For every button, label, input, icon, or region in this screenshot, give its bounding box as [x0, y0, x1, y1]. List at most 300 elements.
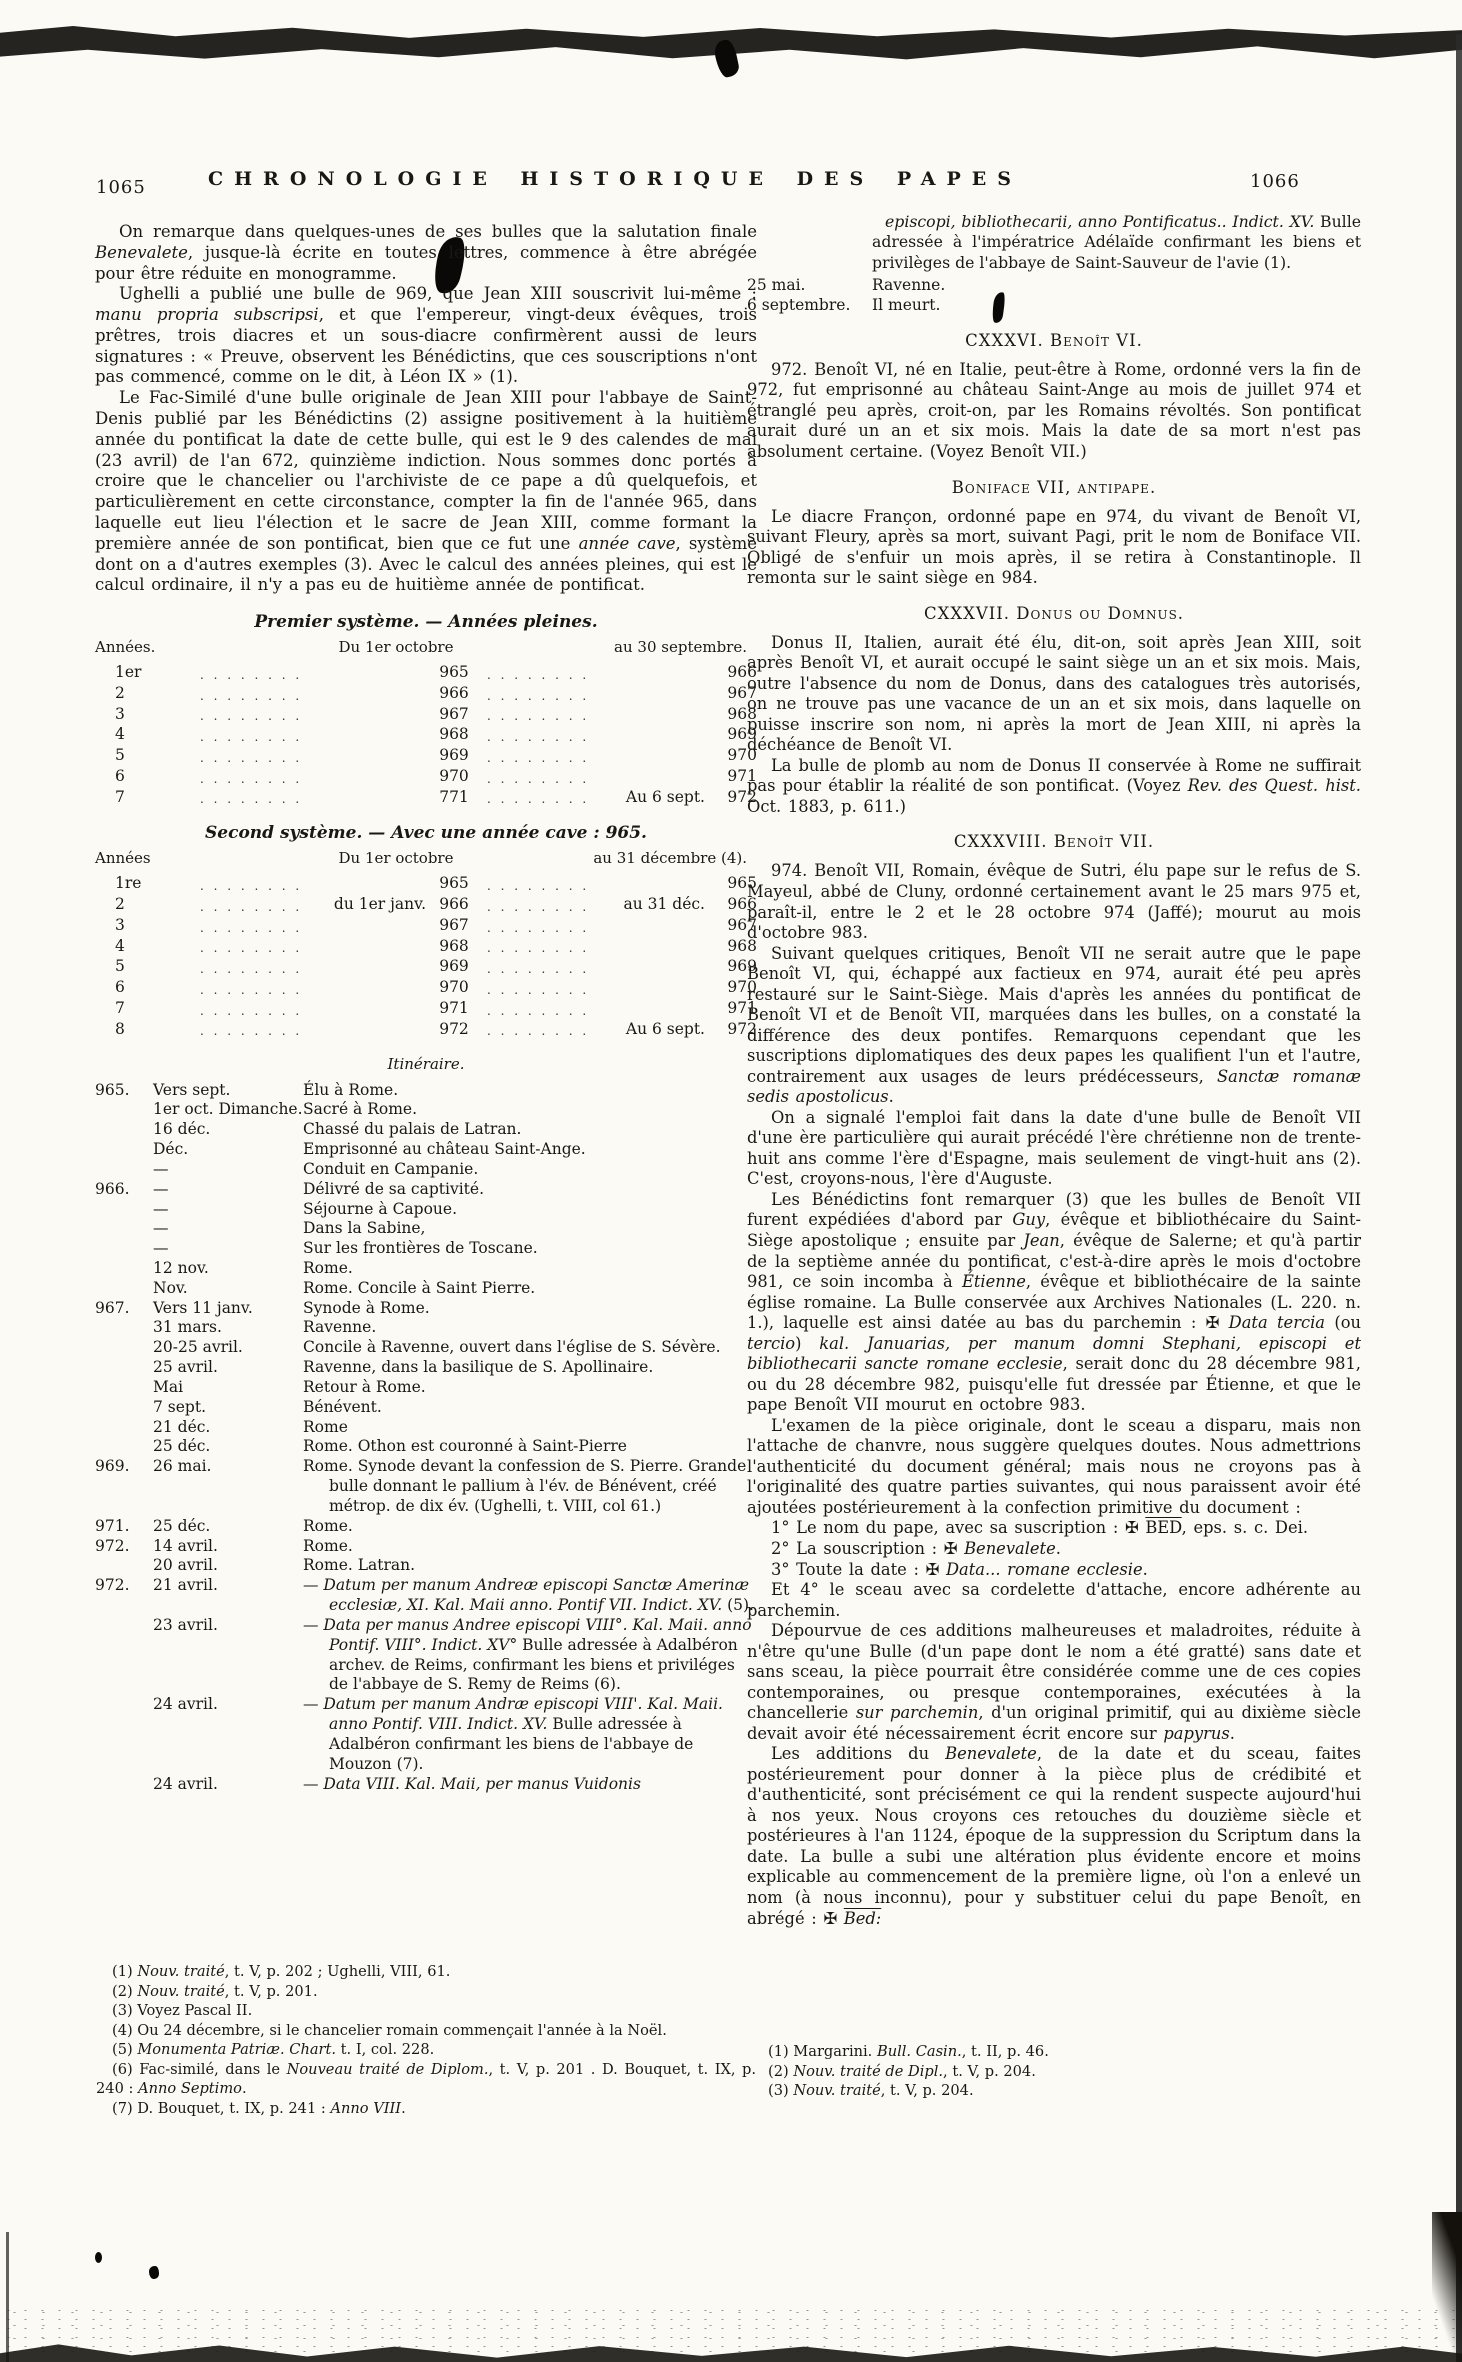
itinerary-date: —: [153, 1179, 169, 1198]
itinerary-row: [95, 1358, 757, 1378]
itinerary-year: [95, 1338, 153, 1358]
table1-header-row: [95, 638, 757, 656]
itinerary-date: 20 avril.: [153, 1556, 218, 1575]
dot-leader: [195, 791, 306, 807]
footnote: (7) D. Bouquet, t. IX, p. 241 : Anno VIII.: [112, 2099, 406, 2117]
ink-speck: [95, 2252, 102, 2263]
table-cell-mid-note: [306, 977, 426, 998]
dot-leader: [482, 899, 593, 915]
table-cell-to-year: 965: [727, 874, 757, 893]
table-cell-mid-note: [306, 1019, 426, 1040]
table-cell-end-note: [593, 766, 705, 787]
page-title: CHRONOLOGIE HISTORIQUE DES PAPES: [207, 168, 1023, 190]
dot-leader: [482, 982, 593, 998]
table-cell-year-number: 1er: [115, 663, 142, 682]
footnote: (1) Margarini. Bull. Casin., t. II, p. 46.: [768, 2043, 1049, 2060]
section-heading: CXXXVIII. Benoît VII.: [953, 832, 1155, 852]
itinerary-date: 24 avril.: [153, 1774, 218, 1793]
itinerary-description: Élu à Rome.: [303, 1080, 399, 1099]
itinerary-row: [95, 1081, 757, 1101]
itinerary-row: [95, 1398, 757, 1418]
itinerary-date: 25 mai.: [747, 276, 806, 295]
itinerary-year: [95, 1100, 153, 1120]
table-cell-end-note: Au 6 sept.: [625, 1019, 705, 1038]
table-cell-year-number: 5: [115, 957, 125, 976]
table-cell-end-note: [593, 745, 705, 766]
table-cell-year-number: 3: [115, 915, 125, 934]
paragraph: Les Bénédictins font remarquer (3) que les bulles de Benoît VII furent expédiées d'abord par Guy, évêque et bibliothécaire du Saint-Siège apostolique ; ensuite par Jean, évêque de Salerne; et qu'à partir de la septième année du pontificat, c'est-à-dire après le mois d'octobre 981, ce soin incomba à Étienne, évêque et bibliothécaire de la sainte église romaine. La Bulle conservée aux Archives Nationales (L. 220. n. 1.), laquelle est ainsi datée au bas du parchemin : ✠ Data tercia (ou tercio) kal. Januarias, per manum domni Stephani, episcopi et bibliothecarii sancte romane ecclesie, serait donc du 28 décembre 981, ou du 28 décembre 982, puisqu'elle fut dressée par Étienne, et que le pape Benoît VII mourut en octobre 983.: [747, 1189, 1361, 1415]
pope-section: [747, 832, 1361, 1929]
itinerary-description: Rome: [303, 1417, 348, 1436]
itinerary-year: 965.: [95, 1080, 130, 1099]
dot-leader: [482, 791, 593, 807]
itinerary-date: 21 avril.: [153, 1576, 218, 1595]
itinerary-year: [95, 1418, 153, 1438]
table-row: [95, 1019, 757, 1040]
pope-sections: [747, 331, 1361, 1929]
table-cell-year-number: 6: [115, 766, 125, 785]
itinerary-row: [95, 1239, 757, 1259]
table-cell-mid-note: [306, 683, 426, 704]
footnote: (3) Nouv. traité, t. V, p. 204.: [768, 2082, 974, 2100]
dot-leader: [482, 750, 593, 766]
section-heading: Boniface VII, antipape.: [951, 477, 1157, 497]
itinerary-row: [95, 1556, 757, 1576]
table-cell-from-year: 970: [439, 978, 469, 997]
itinerary-description: Rome.: [303, 1259, 353, 1277]
footnotes-right: [752, 2042, 1352, 2101]
itinerary-date: —: [153, 1239, 169, 1258]
table-cell-mid-note: du 1er janv.: [333, 895, 426, 914]
itinerary-title: Itinéraire.: [387, 1054, 465, 1073]
itinerary-row: [95, 1437, 757, 1457]
itinerary-description: Ravenne, dans la basilique de S. Apollinaire.: [303, 1358, 654, 1377]
paragraph: Dépourvue de ces additions malheureuses et maladroites, réduite à n'être qu'une Bulle (d'un pape dont le nom a été gratté) sans date et sans sceau, la pièce pourrait être considérée comme une de ces copies contemporaines, ou presque contemporaines, exécutées à la chancellerie sur parchemin, d'un original primitif, qui au dixième siècle devait avoir été nécessairement écrit encore sur papyrus.: [747, 1621, 1362, 1743]
footnote: (5) Monumenta Patriæ. Chart. t. I, col. 228.: [112, 2041, 435, 2059]
dot-leader: [482, 1023, 593, 1039]
table-row: [95, 873, 757, 894]
table-row: [95, 787, 757, 808]
table-cell-from-year: 966: [439, 683, 469, 702]
table-cell-to-year: 968: [727, 936, 757, 955]
table-cell-mid-note: [306, 724, 426, 745]
table-row: [95, 662, 757, 683]
footnotes-left: [96, 1962, 756, 2118]
itinerary-date: Vers sept.: [153, 1080, 231, 1099]
dot-leader: [195, 1003, 306, 1019]
dot-leader: [482, 1003, 593, 1019]
itinerary-year: [95, 1695, 153, 1774]
paragraph: Ughelli a publié une bulle de 969, que Jean XIII souscrivit lui-même : manu propria subscripsi, et que l'empereur, vingt-deux évêques, trois prêtres, trois diacres et un sous-diacre confirmèrent aussi de leurs signatures : « Preuve, observent les Bénédictins, que ces souscriptions n'ont pas commencé, comme on le dit, à Léon IX » (1).: [95, 284, 757, 387]
itinerary-description: Sacré à Rome.: [303, 1100, 418, 1119]
dot-leader: [195, 982, 306, 998]
itinerary-row: [95, 1695, 757, 1774]
right-column: [747, 212, 1361, 1929]
itinerary-year: [95, 1358, 153, 1378]
table-cell-end-note: [593, 873, 705, 894]
table-cell-end-note: [593, 683, 705, 704]
table-row: [95, 704, 757, 725]
itinerary-date: 12 nov.: [153, 1259, 209, 1277]
itinerary-date: 14 avril.: [153, 1536, 218, 1555]
itinerary-date: 25 déc.: [153, 1516, 211, 1535]
itinerary-date: 31 mars.: [153, 1318, 222, 1337]
table-cell-end-note: Au 6 sept.: [625, 787, 705, 806]
table1-rows: [95, 662, 757, 807]
table-cell-year-number: 1re: [115, 874, 142, 893]
itinerary-description: Synode à Rome.: [303, 1298, 430, 1317]
dot-leader: [195, 1023, 306, 1039]
itinerary-year: [95, 1239, 153, 1259]
itinerary-row: [95, 1537, 757, 1557]
table-cell-year-number: 4: [115, 936, 125, 955]
itinerary-row: [95, 1418, 757, 1438]
itinerary-list: [95, 1081, 757, 1795]
paragraph: 974. Benoît VII, Romain, évêque de Sutri, élu pape sur le refus de S. Mayeul, abbé de Cluny, ordonné certainement avant le 25 mars 975 et, paraît-il, entre le 2 et le 28 octobre 974 (Jaffé); mourut au mois d'octobre 983.: [747, 861, 1361, 943]
ink-speck: [149, 2266, 159, 2279]
itinerary-description: — Datum per manum Andreæ episcopi Sanctæ Amerinæ ecclesiæ, XI. Kal. Maii anno. Pontif VII. Indict. XV. (5).: [303, 1576, 754, 1615]
dot-leader: [482, 708, 593, 724]
table-cell-from-year: 972: [439, 1019, 469, 1038]
itinerary-date: Nov.: [153, 1278, 188, 1297]
table-cell-from-year: 966: [439, 895, 469, 914]
table-cell-to-year: 968: [727, 704, 757, 723]
dot-leader: [195, 920, 306, 936]
paragraph: On remarque dans quelques-unes de ses bulles que la salutation finale Benevalete, jusque-là écrite en toutes lettres, commence à être abrégée pour être réduite en monogramme.: [95, 222, 757, 283]
itinerary-date: 6 septembre.: [747, 296, 851, 315]
table-cell-to-year: 971: [727, 766, 757, 785]
table-cell-to-year: 972: [727, 1019, 757, 1038]
paragraph: Et 4° le sceau avec sa cordelette d'attache, encore adhérente au parchemin.: [747, 1580, 1361, 1620]
table-cell-to-year: 971: [727, 999, 757, 1018]
table-cell-to-year: 972: [727, 787, 757, 806]
itinerary-description: Emprisonné au château Saint-Ange.: [303, 1140, 586, 1159]
itinerary-description: Dans la Sabine,: [303, 1219, 426, 1238]
table-cell-to-year: 970: [727, 746, 757, 765]
itinerary-date: Déc.: [153, 1140, 189, 1159]
table-cell-mid-note: [306, 956, 426, 977]
table-cell-to-year: 970: [727, 978, 757, 997]
itinerary-description: Rome.: [303, 1536, 353, 1555]
itinerary-year: [95, 1140, 153, 1160]
itinerary-year: [95, 1219, 153, 1239]
section-heading: CXXXVI. Benoît VI.: [965, 330, 1143, 350]
itinerary-description: Conduit en Campanie.: [303, 1159, 479, 1178]
pope-section: [747, 331, 1361, 463]
dot-leader: [195, 771, 306, 787]
table2-header-annees: Années: [95, 849, 151, 868]
table-cell-year-number: 8: [115, 1019, 125, 1038]
dot-leader: [195, 667, 306, 683]
table1-header-annees: Années.: [95, 638, 156, 657]
table-cell-to-year: 966: [727, 663, 757, 682]
dot-leader: [195, 729, 306, 745]
table-cell-from-year: 771: [439, 787, 469, 806]
itinerary-year: 967.: [95, 1298, 130, 1317]
dot-leader: [195, 688, 306, 704]
paragraph: L'examen de la pièce originale, dont le sceau a disparu, mais non l'attache de chanvre, nous suggère quelques doutes. Nous admettrions l'authenticité du document général; mais nous ne croyons pas à l'originalité des quatre parties suivantes, qui nous paraissent avoir été ajoutées postérieurement à la confection primitive du document :: [747, 1415, 1361, 1517]
table-cell-mid-note: [306, 915, 426, 936]
itinerary-description: Chassé du palais de Latran.: [303, 1120, 522, 1139]
table-cell-year-number: 4: [115, 725, 125, 744]
table-cell-year-number: 2: [115, 895, 125, 914]
itinerary-description: Ravenne.: [303, 1318, 377, 1337]
itinerary-year: [95, 1279, 153, 1299]
itinerary-date: 23 avril.: [153, 1615, 218, 1634]
table-cell-year-number: 3: [115, 704, 125, 723]
itinerary-row: [95, 1576, 757, 1616]
itinerary-description: Rome. Othon est couronné à Saint-Pierre: [303, 1437, 627, 1456]
itinerary-description: Il meurt.: [872, 296, 941, 315]
itinerary-date: 25 avril.: [153, 1358, 218, 1377]
footnote: (6) Fac-similé, dans le Nouveau traité de Diplom., t. V, p. 201 . D. Bouquet, t. IX, p. 240 : Anno Septimo.: [96, 2060, 756, 2098]
table1-header-from: Du 1er octobre: [338, 638, 454, 657]
table-cell-year-number: 7: [115, 999, 125, 1018]
pope-section: [747, 604, 1361, 818]
itinerary-description: Délivré de sa captivité.: [303, 1179, 484, 1198]
table-row: [95, 977, 757, 998]
paragraph: 3° Toute la date : ✠ Data... romane ecclesie.: [771, 1559, 1148, 1579]
itinerary-date: 16 déc.: [153, 1120, 211, 1139]
table-cell-mid-note: [306, 662, 426, 683]
table-cell-from-year: 967: [439, 915, 469, 934]
table-cell-to-year: 969: [727, 725, 757, 744]
itinerary-row: [95, 1120, 757, 1140]
table-cell-from-year: 969: [439, 957, 469, 976]
table-cell-mid-note: [306, 998, 426, 1019]
itinerary-date: —: [153, 1199, 169, 1218]
itinerary-row: [95, 1100, 757, 1120]
itinerary-description: — Data per manus Andree episcopi VIII°. Kal. Maii. anno Pontif. VIII°. Indict. XV° Bulle adressée à Adalbéron archev. de Reims, confirmant les biens et priviléges de l'abbaye de S. Remy de Reims (6).: [303, 1615, 752, 1694]
paragraph: Le diacre Françon, ordonné pape en 974, du vivant de Benoît VI, suivant Fleury, après sa mort, suivant Pagi, prit le nom de Boniface VII. Obligé de s'enfuir un mois après, il se retira à Constantinople. Il remonta sur le saint siège en 984.: [747, 506, 1361, 588]
paragraph: Donus II, Italien, aurait été élu, dit-on, soit après Jean XIII, soit après Benoît VI, et aurait occupé le saint siège un an et six mois. Mais, outre l'absence du nom de Donus, dans des catalogues très autorisés, on ne trouve pas une vacance de un an et six mois, dans laquelle on puisse inscrire son nom, ni après la mort de Jean XIII, ni après la déchéance de Benoît VI.: [747, 632, 1361, 755]
table-cell-year-number: 5: [115, 746, 125, 765]
footnote: (2) Nouv. traité, t. V, p. 201.: [112, 1982, 318, 2000]
table-cell-end-note: [593, 662, 705, 683]
dot-leader: [482, 940, 593, 956]
table-cell-to-year: 967: [727, 915, 757, 934]
page-number-left: 1065: [96, 177, 146, 198]
table-row: [95, 915, 757, 936]
footnote: (3) Voyez Pascal II.: [112, 2002, 253, 2020]
dot-leader: [482, 729, 593, 745]
itinerary-row: [95, 1378, 757, 1398]
table2-title: Second système. — Avec une année cave : 965.: [205, 823, 647, 844]
itinerary-date: 26 mai.: [153, 1457, 212, 1476]
paragraph: La bulle de plomb au nom de Donus II conservée à Rome ne suffirait pas pour établir la réalité de son pontificat. (Voyez Rev. des Quest. hist. Oct. 1883, p. 611.): [747, 755, 1361, 816]
table-cell-from-year: 965: [439, 874, 469, 893]
table-cell-from-year: 971: [439, 999, 469, 1018]
itinerary-year: [95, 1120, 153, 1140]
table-cell-mid-note: [306, 704, 426, 725]
itinerary-date: 20-25 avril.: [153, 1338, 243, 1357]
itinerary-date: 21 déc.: [153, 1417, 211, 1436]
dot-leader: [195, 961, 306, 977]
itinerary-continuation: episcopi, bibliothecarii, anno Pontificatus.. Indict. XV. Bulle adressée à l'impératrice Adélaïde confirmant les biens et privilèges de l'abbaye de Saint-Sauveur de l'avie (1).: [872, 212, 1361, 272]
itinerary-row: [95, 1140, 757, 1160]
itinerary-description: Rome. Synode devant la confession de S. Pierre. Grande bulle donnant le pallium à l'év. de Bénévent, créé métrop. de dix év. (Ughelli, t. VIII, col 61.): [303, 1457, 747, 1515]
table-cell-mid-note: [306, 936, 426, 957]
table-cell-from-year: 965: [439, 663, 469, 682]
dot-leader: [195, 899, 306, 915]
paragraph: 972. Benoît VI, né en Italie, peut-être à Rome, ordonné vers la fin de 972, fut emprisonné au château Saint-Ange au mois de juillet 974 et étranglé peu après, croit-on, par les Romains révoltés. Son pontificat aurait duré un an et six mois. Mais la date de sa mort n'est pas absolument certaine. (Voyez Benoît VII.): [747, 359, 1361, 461]
itinerary-year: 969.: [95, 1457, 130, 1476]
itinerary-year: [95, 1556, 153, 1576]
itinerary-row: [747, 276, 1361, 296]
section-heading: CXXXVII. Donus ou Domnus.: [923, 603, 1185, 623]
itinerary-row: [95, 1338, 757, 1358]
table-cell-end-note: au 31 déc.: [623, 895, 705, 914]
table-cell-from-year: 968: [439, 936, 469, 955]
footnote: (2) Nouv. traité de Dipl., t. V, p. 204.: [768, 2062, 1036, 2080]
itinerary-year: [95, 1437, 153, 1457]
itinerary-row: [95, 1279, 757, 1299]
section-paragraphs: [747, 861, 1361, 1929]
itinerary-description: Bénévent.: [303, 1397, 382, 1416]
table-cell-from-year: 967: [439, 704, 469, 723]
itinerary-date: 25 déc.: [153, 1437, 211, 1456]
itinerary-year: [95, 1616, 153, 1695]
itinerary-year: [95, 1318, 153, 1338]
table-row: [95, 724, 757, 745]
table-cell-end-note: [593, 956, 705, 977]
footnote: (4) Ou 24 décembre, si le chancelier romain commençait l'année à la Noël.: [112, 2021, 667, 2039]
table-cell-to-year: 967: [727, 683, 757, 702]
itinerary-date: 1er oct. Dimanche.: [153, 1100, 303, 1119]
table-cell-mid-note: [306, 745, 426, 766]
itinerary-year: 971.: [95, 1516, 130, 1535]
itinerary-row: [95, 1180, 757, 1200]
dot-leader: [482, 878, 593, 894]
paragraph: Le Fac-Similé d'une bulle originale de Jean XIII pour l'abbaye de Saint-Denis publié par les Bénédictins (2) assigne positivement à la huitième année du pontificat la date de cette bulle, qui est le 9 des calendes de mai (23 avril) de l'an 672, quinzième indiction. Nous sommes donc portés à croire que le chancelier ou l'archiviste de ce pape a dû quelquefois, et particulièrement en cette circonstance, compter la fin de l'année 965, dans laquelle eut lieu l'élection et le sacre de Jean XIII, comme formant la première année de son pontificat, bien que ce fut une année cave, système dont on a d'autres exemples (3). Avec le calcul des années pleines, qui est le calcul ordinaire, il n'y a pas eu de huitième année de pontificat.: [95, 388, 757, 595]
section-paragraphs: [747, 633, 1361, 818]
itinerary-year: [95, 1775, 153, 1795]
itinerary-description: Rome. Concile à Saint Pierre.: [303, 1278, 536, 1297]
table-cell-mid-note: [306, 787, 426, 808]
table-cell-end-note: [593, 704, 705, 725]
table-cell-end-note: [593, 977, 705, 998]
dot-leader: [195, 708, 306, 724]
itinerary-year: [95, 1160, 153, 1180]
itinerary-continuation-rows: [747, 276, 1361, 316]
itinerary-row: [95, 1517, 757, 1537]
itinerary-description: Retour à Rome.: [303, 1377, 426, 1396]
table1-header-to: au 30 septembre.: [614, 638, 747, 657]
table-cell-mid-note: [306, 766, 426, 787]
itinerary-row: [95, 1299, 757, 1319]
table2-header-from: Du 1er octobre: [338, 849, 454, 868]
itinerary-year: [95, 1378, 153, 1398]
table-cell-from-year: 970: [439, 766, 469, 785]
table-cell-end-note: [593, 998, 705, 1019]
itinerary-description: — Data VIII. Kal. Maii, per manus Vuidonis: [303, 1774, 641, 1793]
itinerary-date: —: [153, 1219, 169, 1238]
paragraph: Suivant quelques critiques, Benoît VII ne serait autre que le pape Benoît VI, qui, échappé aux factieux en 974, aurait été peu après restauré sur le Saint-Siège. Mais d'après les années du pontificat de Benoît VI et de Benoît VII, marquées dans les bulles, on a constaté la différence des deux pontifes. Remarquons cependant que les suscriptions diplomatiques des deux papes les qualifient l'un et l'autre, contrairement aux usages de leurs prédécesseurs, Sanctæ romanæ sedis apostolicus.: [747, 943, 1361, 1107]
dot-leader: [195, 750, 306, 766]
table-cell-year-number: 7: [115, 787, 125, 806]
table-cell-year-number: 2: [115, 683, 125, 702]
page-number-right: 1066: [1250, 171, 1300, 192]
dot-leader: [195, 878, 306, 894]
table-cell-from-year: 969: [439, 746, 469, 765]
dot-leader: [482, 920, 593, 936]
table-cell-to-year: 969: [727, 957, 757, 976]
table-row: [95, 998, 757, 1019]
table-row: [95, 683, 757, 704]
section-paragraphs: [747, 360, 1361, 463]
table2-rows: [95, 873, 757, 1039]
itinerary-year: 972.: [95, 1576, 130, 1595]
pope-section: [747, 478, 1361, 589]
itinerary-date: Mai: [153, 1377, 184, 1396]
itinerary-date: 24 avril.: [153, 1695, 218, 1714]
itinerary-date: 7 sept.: [153, 1397, 206, 1416]
table-cell-year-number: 6: [115, 978, 125, 997]
paragraph: 2° La souscription : ✠ Benevalete.: [771, 1538, 1061, 1558]
itinerary-row: [95, 1616, 757, 1695]
dot-leader: [195, 940, 306, 956]
itinerary-description: Ravenne.: [872, 276, 946, 295]
table-row: [95, 956, 757, 977]
left-column: [95, 222, 757, 1794]
itinerary-row: [95, 1259, 757, 1279]
itinerary-row: [95, 1775, 757, 1795]
section-paragraphs: [747, 507, 1361, 589]
itinerary-row: [95, 1318, 757, 1338]
itinerary-row: [95, 1160, 757, 1180]
table2-header-to: au 31 décembre (4).: [593, 849, 747, 868]
table-row: [95, 745, 757, 766]
paragraph: 1° Le nom du pape, avec sa suscription : ✠ $\overline{BED}$, eps. s. c. Dei.: [771, 1518, 1309, 1538]
itinerary-description: Séjourne à Capoue.: [303, 1199, 458, 1218]
itinerary-row: [747, 296, 1361, 316]
itinerary-date: Vers 11 janv.: [153, 1298, 253, 1317]
paragraph: On a signalé l'emploi fait dans la date d'une bulle de Benoît VII d'une ère particulière qui aurait précédé l'ère chrétienne non de trente-huit ans comme l'ère d'Espagne, mais seulement de vingt-huit ans (2). C'est, croyons-nous, l'ère d'Auguste.: [747, 1107, 1361, 1189]
itinerary-description: — Datum per manum Andræ episcopi VIII'. Kal. Maii. anno Pontif. VIII. Indict. XV. Bulle adressée à Adalbéron confirmant les biens de l'abbaye de Mouzon (7).: [303, 1695, 723, 1773]
table-cell-mid-note: [306, 873, 426, 894]
itinerary-description: Concile à Ravenne, ouvert dans l'église de S. Sévère.: [303, 1338, 721, 1357]
itinerary-year: 972.: [95, 1536, 130, 1555]
itinerary-date: —: [153, 1159, 169, 1178]
itinerary-year: [95, 1200, 153, 1220]
table-cell-to-year: 966: [727, 895, 757, 914]
itinerary-year: [95, 1259, 153, 1279]
table-cell-from-year: 968: [439, 725, 469, 744]
table-cell-end-note: [593, 915, 705, 936]
itinerary-row: [95, 1457, 757, 1516]
table1-title: Premier système. — Années pleines.: [254, 612, 598, 633]
dot-leader: [482, 961, 593, 977]
itinerary-row: [95, 1219, 757, 1239]
paragraph: Les additions du Benevalete, de la date et du sceau, faites postérieurement pour donner à la pièce plus de crédibité et d'authenticité, sont précisément ce qui la rendent suspecte aujourd'hui à nos yeux. Nous croyons ces retouches du douzième siècle et postérieures à l'an 1124, époque de la suppression du Scriptum dans la date. La bulle a subi une altération plus évidente encore et moins explicable au commencement de la première ligne, où l'on a enlevé un nom (à nous inconnu), pour y substituer celui du pape Benoît, en abrégé : ✠ Bed:: [747, 1744, 1362, 1928]
dot-leader: [482, 667, 593, 683]
table2-header-row: [95, 849, 757, 867]
itinerary-description: Rome.: [303, 1516, 353, 1535]
dot-leader: [482, 688, 593, 704]
footnote: (1) Nouv. traité, t. V, p. 202 ; Ughelli, VIII, 61.: [112, 1963, 451, 1980]
itinerary-year: 966.: [95, 1179, 130, 1198]
itinerary-description: Rome. Latran.: [303, 1556, 416, 1575]
itinerary-year: [95, 1398, 153, 1418]
dot-leader: [482, 771, 593, 787]
table-cell-end-note: [593, 936, 705, 957]
left-paragraphs: [95, 222, 757, 596]
scan-edge-right: [1456, 34, 1462, 2362]
table-row: [95, 936, 757, 957]
itinerary-row: [95, 1200, 757, 1220]
table-row: [95, 894, 757, 915]
itinerary-description: Sur les frontières de Toscane.: [303, 1239, 538, 1258]
